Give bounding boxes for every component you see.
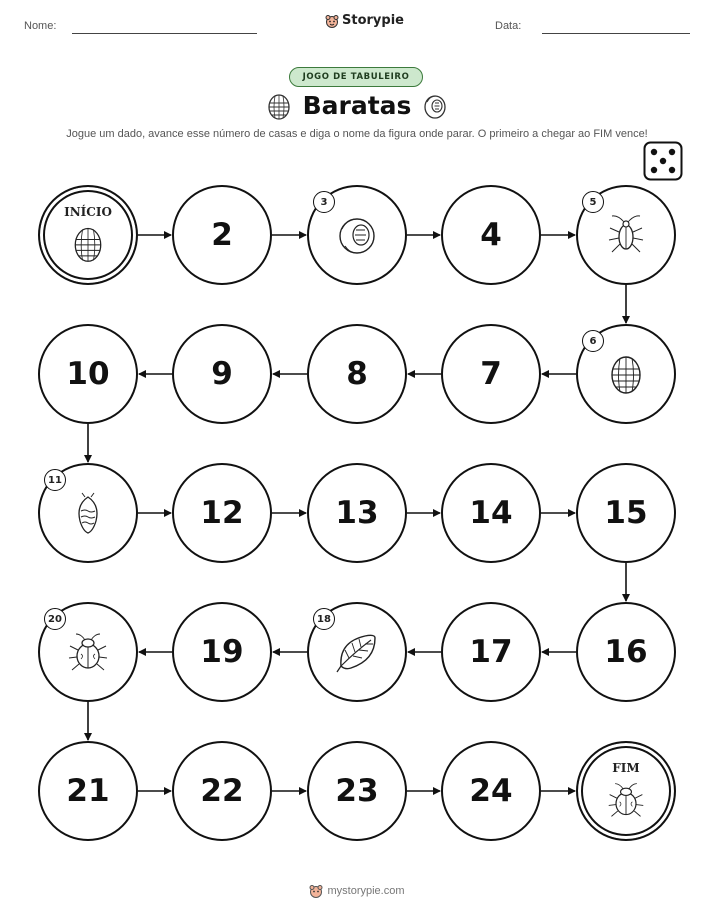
egg-case-spiral-icon bbox=[422, 92, 448, 120]
brand-logo bbox=[325, 13, 404, 28]
die-five-icon bbox=[643, 141, 683, 181]
board-space-15[interactable] bbox=[576, 463, 676, 563]
board-space-12[interactable] bbox=[172, 463, 272, 563]
board-space-10[interactable] bbox=[38, 324, 138, 424]
space-number: 14 bbox=[469, 495, 513, 531]
board-space-7[interactable] bbox=[441, 324, 541, 424]
board-space-23[interactable] bbox=[307, 741, 407, 841]
space-number-badge: 20 bbox=[44, 608, 66, 630]
board-space-1[interactable] bbox=[38, 185, 138, 285]
board-space-17[interactable] bbox=[441, 602, 541, 702]
space-number: 22 bbox=[200, 773, 244, 809]
space-number: 16 bbox=[604, 634, 648, 670]
space-number: 15 bbox=[604, 495, 648, 531]
board-space-19[interactable] bbox=[172, 602, 272, 702]
board-space-9[interactable] bbox=[172, 324, 272, 424]
brand-name: Storypie bbox=[342, 13, 404, 28]
space-number: 17 bbox=[469, 634, 513, 670]
date-label: Data: bbox=[495, 20, 522, 32]
space-number-badge: 11 bbox=[44, 469, 66, 491]
space-number: 4 bbox=[480, 217, 502, 253]
space-number: 21 bbox=[66, 773, 110, 809]
beetle-icon bbox=[606, 780, 646, 820]
space-number: 8 bbox=[346, 356, 368, 392]
board-space-4[interactable] bbox=[441, 185, 541, 285]
space-number: 12 bbox=[200, 495, 244, 531]
board-space-2[interactable] bbox=[172, 185, 272, 285]
board-space-13[interactable] bbox=[307, 463, 407, 563]
larva-icon bbox=[66, 491, 110, 535]
name-field-line[interactable] bbox=[72, 33, 257, 34]
cockroach-icon bbox=[604, 213, 648, 257]
game-type-badge: JOGO DE TABULEIRO bbox=[289, 67, 423, 87]
board-space-6[interactable] bbox=[576, 324, 676, 424]
board-space-5[interactable] bbox=[576, 185, 676, 285]
space-number: 19 bbox=[200, 634, 244, 670]
instructions-text: Jogue um dado, avance esse número de casas e diga o nome da figura onde parar. O primeiro a chegar ao FIM vence! bbox=[66, 128, 648, 140]
space-number: 2 bbox=[211, 217, 233, 253]
date-field-line[interactable] bbox=[542, 33, 690, 34]
name-label: Nome: bbox=[24, 20, 57, 32]
space-number: 9 bbox=[211, 356, 233, 392]
leaf-icon bbox=[335, 630, 379, 674]
beetle-icon bbox=[66, 630, 110, 674]
space-number: 23 bbox=[335, 773, 379, 809]
board-space-14[interactable] bbox=[441, 463, 541, 563]
footer bbox=[0, 884, 714, 898]
space-number: 24 bbox=[469, 773, 513, 809]
space-number: 7 bbox=[480, 356, 502, 392]
end-label: FIM bbox=[612, 761, 640, 775]
page-title: Baratas bbox=[302, 91, 412, 120]
board-space-8[interactable] bbox=[307, 324, 407, 424]
ootheca-icon bbox=[68, 224, 108, 264]
footer-site: mystorypie.com bbox=[327, 885, 405, 897]
board-space-18[interactable] bbox=[307, 602, 407, 702]
board-space-22[interactable] bbox=[172, 741, 272, 841]
storypie-mascot-icon bbox=[325, 14, 339, 28]
start-label: INÍCIO bbox=[64, 205, 112, 219]
space-number-badge: 5 bbox=[582, 191, 604, 213]
space-number-badge: 18 bbox=[313, 608, 335, 630]
board-space-24[interactable] bbox=[441, 741, 541, 841]
ootheca-icon bbox=[604, 352, 648, 396]
storypie-mascot-icon bbox=[309, 884, 323, 898]
board-space-3[interactable] bbox=[307, 185, 407, 285]
space-number-badge: 3 bbox=[313, 191, 335, 213]
board-space-16[interactable] bbox=[576, 602, 676, 702]
egg-case-spiral-icon bbox=[335, 213, 379, 257]
board-space-25[interactable] bbox=[576, 741, 676, 841]
space-number-badge: 6 bbox=[582, 330, 604, 352]
space-number: 10 bbox=[66, 356, 110, 392]
board-space-20[interactable] bbox=[38, 602, 138, 702]
space-number: 13 bbox=[335, 495, 379, 531]
board-space-21[interactable] bbox=[38, 741, 138, 841]
board-space-11[interactable] bbox=[38, 463, 138, 563]
